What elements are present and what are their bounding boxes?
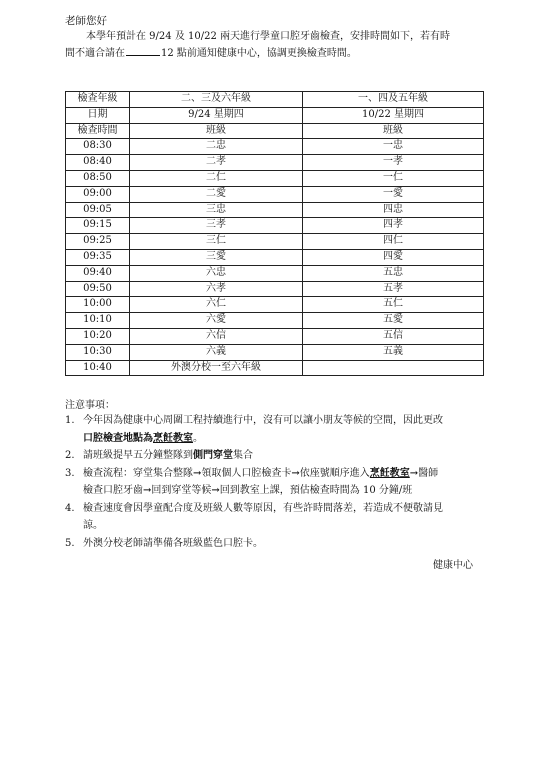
intro-paragraph <box>65 28 485 62</box>
note-text: 檢查流程：穿堂集合整隊 <box>83 467 193 479</box>
note-location: 烹飪教室 <box>153 432 193 444</box>
time-cell: 10:00 <box>66 297 130 313</box>
note-number: 1. <box>65 415 75 426</box>
note-text: 請班級提早五分鐘整隊到 <box>83 450 193 461</box>
time-cell: 08:30 <box>66 139 130 155</box>
table-row <box>66 265 484 281</box>
table-row <box>66 281 484 297</box>
note-number: 5. <box>65 537 75 549</box>
note-text: 醫師 <box>418 467 439 479</box>
note-number: 2. <box>65 450 75 461</box>
table-row <box>66 249 484 265</box>
time-cell: 10:40 <box>66 360 130 376</box>
table-row <box>66 139 484 155</box>
time-cell: 10:30 <box>66 344 130 360</box>
intro-line-2-post: 12 點前通知健康中心，協調更換檢查時間。 <box>161 48 357 59</box>
class-cell: 四孝 <box>303 218 484 234</box>
note-text: 今年因為健康中心周圍工程持續進行中，沒有可以讓小朋友等候的空間，因此更改 <box>83 415 443 426</box>
time-cell: 09:25 <box>66 234 130 250</box>
intro-line-1: 本學年預計在 9/24 及 10/22 兩天進行學童口腔牙齒檢查，安排時間如下，若有時 <box>86 31 450 42</box>
arrow-icon: → <box>409 467 419 479</box>
class-cell: 六仁 <box>130 297 303 313</box>
class-cell: 五義 <box>303 344 484 360</box>
note-item <box>65 447 485 465</box>
note-emphasis: 側門穿堂 <box>193 450 233 461</box>
class-cell <box>303 360 484 376</box>
date-cell: 10/22 星期四 <box>303 107 484 123</box>
class-cell: 一忠 <box>303 139 484 155</box>
class-cell: 四忠 <box>303 202 484 218</box>
table-subheader-row <box>66 123 484 139</box>
subheader-cell: 檢查時間 <box>66 123 130 139</box>
note-text: 外澳分校老師請準備各班級藍色口腔卡。 <box>83 537 263 549</box>
class-cell: 一仁 <box>303 170 484 186</box>
table-row <box>66 202 484 218</box>
header-cell: 一、四及五年級 <box>303 92 484 108</box>
time-cell: 09:05 <box>66 202 130 218</box>
intro-line-2-pre: 間不適合請在 <box>65 48 125 59</box>
note-number: 3. <box>65 467 75 479</box>
class-cell: 六信 <box>130 328 303 344</box>
class-cell: 六義 <box>130 344 303 360</box>
table-row <box>66 218 484 234</box>
table-date-row <box>66 107 484 123</box>
class-cell: 一愛 <box>303 186 484 202</box>
note-text: 集合 <box>233 450 253 461</box>
table-row <box>66 170 484 186</box>
time-cell: 09:15 <box>66 218 130 234</box>
class-cell: 四愛 <box>303 249 484 265</box>
time-cell: 10:10 <box>66 313 130 329</box>
class-cell: 二愛 <box>130 186 303 202</box>
header-cell: 檢查年級 <box>66 92 130 108</box>
arrow-icon: → <box>291 467 300 479</box>
time-cell: 09:35 <box>66 249 130 265</box>
class-cell: 六孝 <box>130 281 303 297</box>
class-cell: 二忠 <box>130 139 303 155</box>
time-cell: 10:20 <box>66 328 130 344</box>
note-text: 諒。 <box>83 520 103 531</box>
class-cell: 三仁 <box>130 234 303 250</box>
schedule-table <box>65 91 484 376</box>
class-cell: 五孝 <box>303 281 484 297</box>
class-cell: 三愛 <box>130 249 303 265</box>
time-cell: 09:50 <box>66 281 130 297</box>
time-cell: 08:40 <box>66 155 130 171</box>
header-cell: 二、三及六年級 <box>130 92 303 108</box>
date-label-cell: 日期 <box>66 107 130 123</box>
signoff: 健康中心 <box>433 560 473 571</box>
note-item <box>65 465 485 500</box>
class-cell: 五信 <box>303 328 484 344</box>
table-row <box>66 155 484 171</box>
arrow-icon: → <box>193 467 202 479</box>
class-cell: 二仁 <box>130 170 303 186</box>
arrow-icon: → <box>143 485 152 496</box>
table-row <box>66 297 484 313</box>
time-cell: 09:40 <box>66 265 130 281</box>
note-text: 。 <box>193 432 203 444</box>
class-cell: 三孝 <box>130 218 303 234</box>
class-cell: 三忠 <box>130 202 303 218</box>
notes-list <box>65 412 485 552</box>
subheader-cell: 班級 <box>303 123 484 139</box>
table-row <box>66 328 484 344</box>
note-item <box>65 535 485 553</box>
table-row <box>66 313 484 329</box>
note-text: 領取個人口腔檢查卡 <box>201 467 292 479</box>
note-item <box>65 500 485 535</box>
class-cell: 六愛 <box>130 313 303 329</box>
note-emphasis: 口腔檢查地點為 <box>83 432 153 444</box>
time-cell: 09:00 <box>66 186 130 202</box>
class-cell: 六忠 <box>130 265 303 281</box>
class-cell: 外澳分校一至六年級 <box>130 360 303 376</box>
arrow-icon: → <box>211 485 220 496</box>
note-text: 檢查口腔牙齒 <box>83 485 143 496</box>
note-item <box>65 412 485 447</box>
time-cell: 08:50 <box>66 170 130 186</box>
note-number: 4. <box>65 502 75 514</box>
note-text: 依座號順序進入 <box>299 467 370 479</box>
date-cell: 9/24 星期四 <box>130 107 303 123</box>
class-cell: 五仁 <box>303 297 484 313</box>
table-row <box>66 344 484 360</box>
table-row <box>66 186 484 202</box>
subheader-cell: 班級 <box>130 123 303 139</box>
table-header-row <box>66 92 484 108</box>
notes-title: 注意事項： <box>65 400 115 411</box>
fill-in-blank <box>126 45 160 56</box>
note-text: 檢查速度會因學童配合度及班級人數等原因，有些許時間落差，若造成不便敬請見 <box>83 502 443 514</box>
note-text: 回到教室上課，預估檢查時間為 10 分鐘/班 <box>219 485 413 496</box>
class-cell: 一孝 <box>303 155 484 171</box>
note-location: 烹飪教室 <box>369 467 410 479</box>
class-cell: 二孝 <box>130 155 303 171</box>
greeting: 老師您好 <box>65 15 107 27</box>
class-cell: 五忠 <box>303 265 484 281</box>
class-cell: 五愛 <box>303 313 484 329</box>
table-row <box>66 234 484 250</box>
note-text: 回到穿堂等候 <box>151 485 212 496</box>
table-row <box>66 360 484 376</box>
class-cell: 四仁 <box>303 234 484 250</box>
